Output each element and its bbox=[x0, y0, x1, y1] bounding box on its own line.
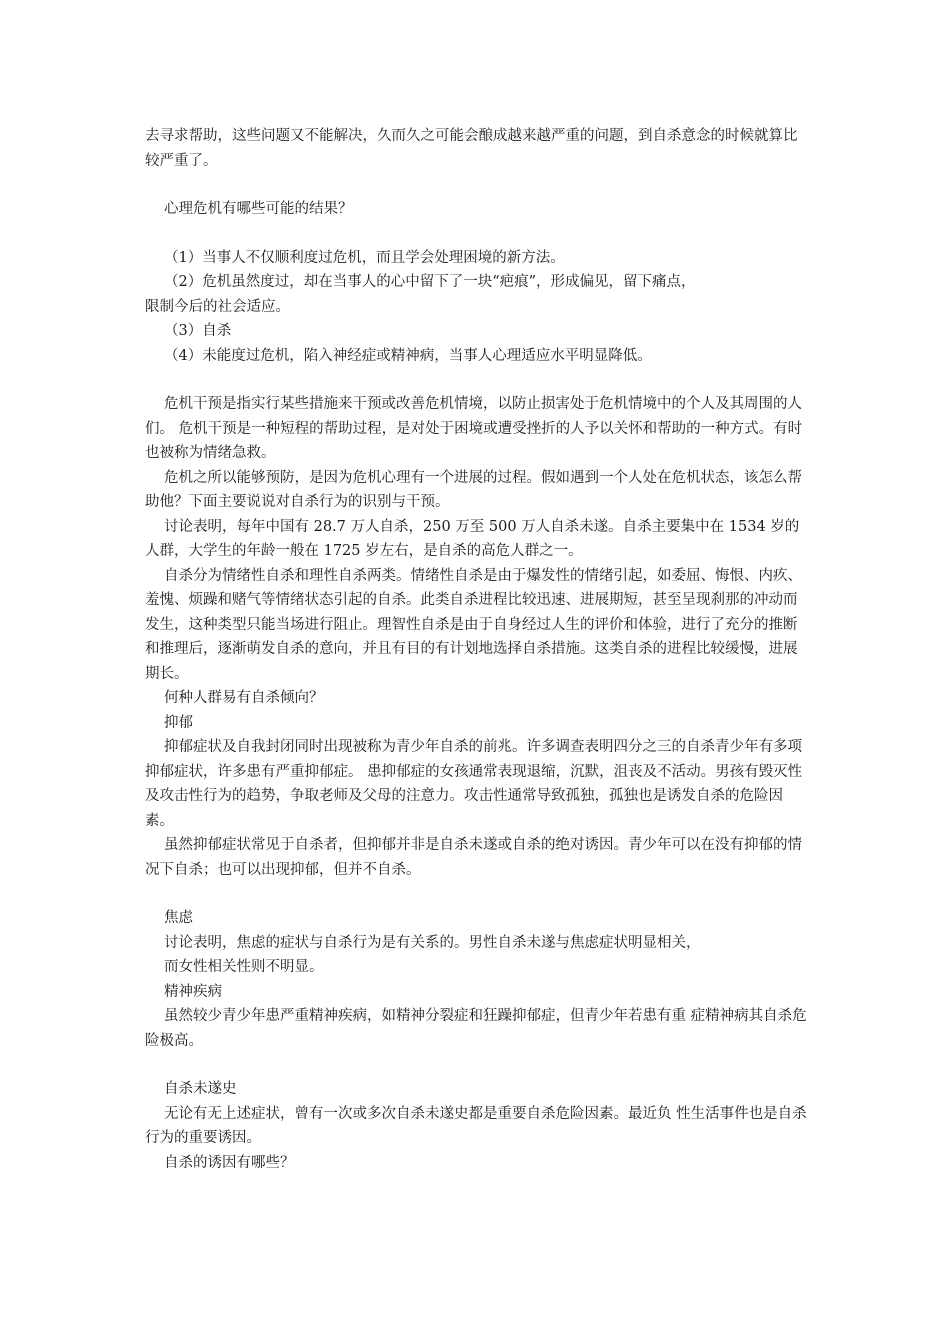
attempt-history-paragraph: 无论有无上述症状，曾有一次或多次自杀未遂史都是重要自杀危险因素。最近负 性生活事件也是自杀行为的重要诱因。 bbox=[145, 1105, 807, 1146]
result-item-4: （4）未能度过危机，陷入神经症或精神病，当事人心理适应水平明显降低。 bbox=[164, 347, 652, 364]
anxiety-paragraph-line-2: 而女性相关性则不明显。 bbox=[164, 959, 324, 975]
spacer bbox=[145, 882, 810, 906]
anxiety-paragraph-line-1: 讨论表明，焦虑的症状与自杀行为是有关系的。男性自杀未遂与焦虑症状明显相关， bbox=[164, 934, 701, 951]
spacer bbox=[145, 1053, 810, 1077]
intro-paragraph: 去寻求帮助，这些问题又不能解决，久而久之可能会酿成越来越严重的问题，到自杀意念的时候就算比较严重了。 bbox=[145, 128, 798, 169]
psychosis-paragraph: 虽然较少青少年患严重精神疾病，如精神分裂症和狂躁抑郁症，但青少年若患有重 症精神病其自杀危险极高。 bbox=[145, 1008, 807, 1049]
question-results: 心理危机有哪些可能的结果？ bbox=[164, 201, 353, 217]
spacer bbox=[145, 222, 810, 246]
spacer bbox=[145, 368, 810, 392]
result-item-1: （1）当事人不仅顺利度过危机，而且学会处理困境的新方法。 bbox=[164, 249, 565, 266]
spacer bbox=[145, 173, 810, 197]
depression-paragraph-2: 虽然抑郁症状常见于自杀者，但抑郁并非是自杀未遂或自杀的绝对诱因。青少年可以在没有抑郁的情况下自杀；也可以出现抑郁，但并不自杀。 bbox=[145, 837, 802, 878]
document-body bbox=[145, 124, 810, 1175]
suicide-types-paragraph: 自杀分为情绪性自杀和理性自杀两类。情绪性自杀是由于爆发性的情绪引起，如委屈、悔恨、内疚、羞愧、烦躁和赌气等情绪状态引起的自杀。此类自杀进程比较迅速、进展期短，甚至呈现刹那的冲动而发生，这种类型只能当场进行阻止。理智性自杀是由于自身经过人生的评价和体验，进行了充分的推断和推理后，逐渐萌发自杀的意向，并且有目的有计划地选择自杀措施。这类自杀的进程比较缓慢，进展期长。 bbox=[145, 567, 802, 682]
result-item-3: （3）自杀 bbox=[164, 323, 232, 339]
heading-attempt-history: 自杀未遂史 bbox=[164, 1081, 237, 1097]
heading-anxiety: 焦虑 bbox=[164, 910, 193, 926]
crisis-intervention-paragraph: 危机干预是指实行某些措施来干预或改善危机情境，以防止损害处于危机情境中的个人及其周围的人们。 危机干预是一种短程的帮助过程，是对处于困境或遭受挫折的人予以关怀和帮助的一种方式。有时也被称为情绪急救。 bbox=[145, 396, 803, 461]
statistics-paragraph: 讨论表明，每年中国有 28.7 万人自杀，250 万至 500 万人自杀未遂。自杀主要集中在 1534 岁的人群，大学生的年龄一般在 1725 岁左右，是自杀的高危人群之一。 bbox=[145, 518, 800, 559]
question-groups: 何种人群易有自杀倾向？ bbox=[164, 690, 324, 706]
heading-depression: 抑郁 bbox=[164, 714, 193, 731]
prevention-paragraph: 危机之所以能够预防，是因为危机心理有一个进展的过程。假如遇到一个人处在危机状态，该怎么帮助他？下面主要说说对自杀行为的识别与干预。 bbox=[145, 469, 802, 510]
result-item-2-continued: 限制今后的社会适应。 bbox=[145, 298, 290, 315]
depression-paragraph-1: 抑郁症状及自我封闭同时出现被称为青少年自杀的前兆。许多调查表明四分之三的自杀青少年有多项抑郁症状，许多患有严重抑郁症。 患抑郁症的女孩通常表现退缩，沉默，沮丧及不活动。男孩有毁灭性及攻击性行为的趋势，争取老师及父母的注意力。攻击性通常导致孤独，孤独也是诱发自杀的危险因素。 bbox=[145, 739, 803, 829]
result-item-2: （2）危机虽然度过，却在当事人的心中留下了一块“疤痕”，形成偏见，留下痛点， bbox=[164, 274, 696, 290]
heading-psychosis: 精神疾病 bbox=[164, 983, 222, 1000]
question-causes: 自杀的诱因有哪些？ bbox=[164, 1154, 295, 1171]
